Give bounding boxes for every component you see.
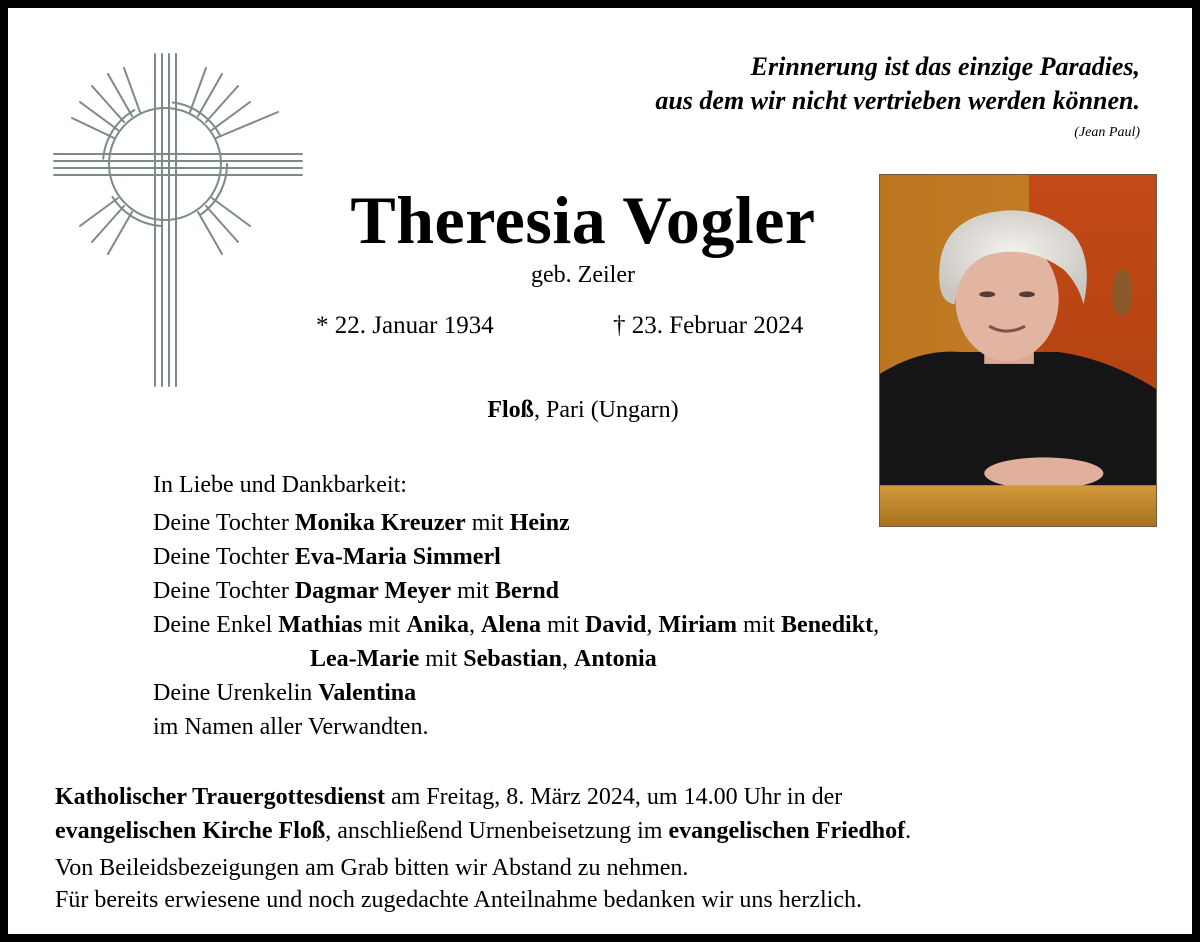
mourner-name: Miriam bbox=[658, 612, 738, 638]
radiant-cross-icon bbox=[52, 50, 308, 392]
mourner-name: Eva-Maria Simmerl bbox=[294, 544, 501, 570]
mourner-line bbox=[153, 676, 879, 710]
mourner-text: mit bbox=[362, 612, 407, 638]
condolence-note: Von Beileidsbezeigungen am Grab bitten wir Abstand zu nehmen. bbox=[55, 855, 689, 881]
place-main: Floß bbox=[487, 397, 535, 423]
quote-author: (Jean Paul) bbox=[1074, 125, 1140, 140]
mourners-intro: In Liebe und Dankbarkeit: bbox=[153, 472, 407, 498]
mourner-name: Lea-Marie bbox=[310, 646, 420, 672]
mourner-text: Deine Urenkelin bbox=[153, 680, 319, 706]
mourner-text: Deine Tochter bbox=[153, 544, 295, 570]
mourner-name: Mathias bbox=[278, 612, 363, 638]
death-date bbox=[613, 310, 803, 342]
mourner-name: Sebastian bbox=[463, 646, 562, 672]
deceased-name: Theresia Vogler bbox=[350, 182, 816, 258]
quote-line-1: Erinnerung ist das einzige Paradies, bbox=[750, 52, 1140, 81]
mourner-text: , bbox=[646, 612, 659, 638]
mourner-text: , bbox=[469, 612, 482, 638]
mourner-name: Monika Kreuzer bbox=[294, 510, 466, 536]
mourner-name: David bbox=[585, 612, 647, 638]
quote-line-2: aus dem wir nicht vertrieben werden können. bbox=[655, 86, 1140, 115]
service-type: Katholischer Trauergottesdienst bbox=[55, 784, 385, 810]
mourner-text: mit bbox=[541, 612, 586, 638]
mourner-text: , bbox=[562, 646, 574, 672]
place-rest: , Pari (Ungarn) bbox=[534, 397, 679, 423]
mourner-text: Deine Tochter bbox=[153, 578, 295, 604]
mourner-line bbox=[153, 574, 879, 608]
maiden-name: geb. Zeiler bbox=[531, 262, 635, 288]
mourner-name: Valentina bbox=[318, 680, 417, 706]
mourner-line bbox=[153, 642, 879, 676]
service-text: , anschließend Urnenbeisetzung im bbox=[325, 818, 669, 844]
mourner-text: Deine Enkel bbox=[153, 612, 279, 638]
mourners-list bbox=[153, 468, 879, 744]
portrait-photo bbox=[879, 174, 1157, 527]
mourner-name: Alena bbox=[481, 612, 542, 638]
funeral-service-info bbox=[55, 780, 1165, 848]
mourner-line bbox=[153, 506, 879, 540]
service-cemetery: evangelischen Friedhof bbox=[668, 818, 906, 844]
mourner-text: mit bbox=[450, 578, 495, 604]
mourners-closing: im Namen aller Verwandten. bbox=[153, 714, 429, 740]
place-of-residence bbox=[318, 394, 848, 426]
service-text: am Freitag, 8. März 2024, um 14.00 Uhr in der bbox=[384, 784, 843, 810]
mourner-text: mit bbox=[465, 510, 510, 536]
death-symbol: † bbox=[613, 312, 626, 339]
birth-date-text: 22. Januar 1934 bbox=[334, 312, 494, 339]
mourner-name: Heinz bbox=[509, 510, 570, 536]
mourner-line bbox=[153, 608, 879, 642]
service-church: evangelischen Kirche Floß bbox=[55, 818, 326, 844]
mourner-name: Bernd bbox=[495, 578, 560, 604]
mourner-text: , bbox=[873, 612, 880, 638]
thanks-note: Für bereits erwiesene und noch zugedachte Anteilnahme bedanken wir uns herzlich. bbox=[55, 887, 863, 913]
memorial-quote bbox=[440, 50, 1140, 142]
death-date-text: 23. Februar 2024 bbox=[631, 312, 804, 339]
mourner-name: Anika bbox=[406, 612, 470, 638]
mourner-line bbox=[153, 540, 879, 574]
birth-symbol: * bbox=[316, 312, 329, 339]
mourner-name: Benedikt bbox=[781, 612, 874, 638]
mourner-text: mit bbox=[419, 646, 464, 672]
mourner-name: Dagmar Meyer bbox=[294, 578, 451, 604]
mourner-text: Deine Tochter bbox=[153, 510, 295, 536]
mourner-text: mit bbox=[737, 612, 782, 638]
closing-notes bbox=[55, 852, 862, 916]
birth-date bbox=[316, 310, 494, 342]
service-text: . bbox=[905, 818, 912, 844]
mourner-name: Antonia bbox=[574, 646, 657, 672]
